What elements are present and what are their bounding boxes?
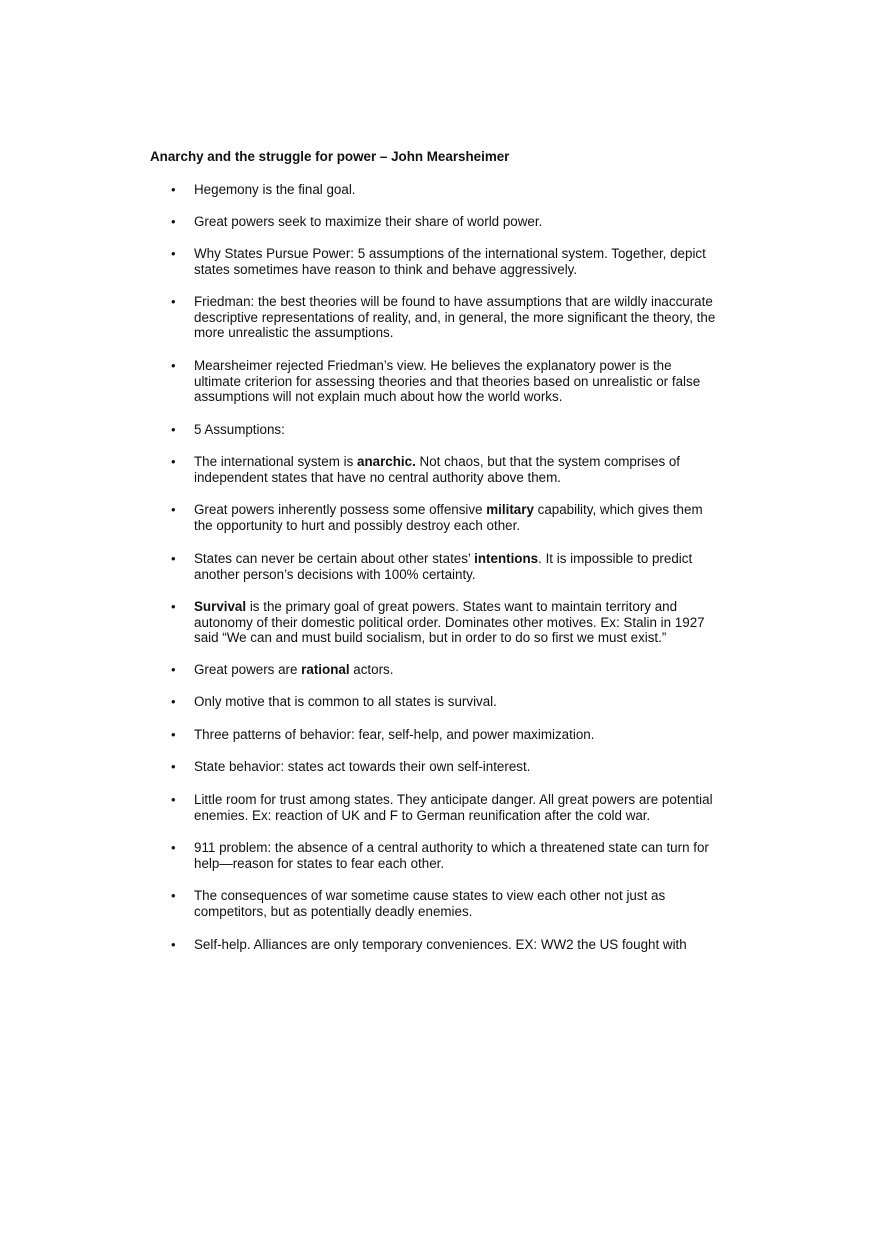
text-line	[194, 759, 739, 775]
text-segment: Not chaos, but that the system comprises of	[415, 454, 681, 469]
text-line	[194, 214, 739, 230]
text-line	[194, 808, 739, 824]
bullet-marker: •	[171, 694, 176, 709]
text-segment: States can never be certain about other states’	[194, 551, 475, 566]
text-segment: independent states that have no central authority above them.	[194, 469, 562, 485]
text-line	[194, 374, 739, 390]
text-line	[194, 325, 739, 341]
text-line	[194, 630, 739, 646]
bullet-marker: •	[171, 294, 176, 309]
text-segment: 5 Assumptions:	[194, 422, 285, 437]
text-segment: the opportunity to hurt and possibly destroy each other.	[194, 517, 521, 533]
bullet-text	[194, 502, 739, 533]
emphasis-text: rational	[301, 662, 350, 677]
bullet-text	[194, 454, 739, 485]
text-segment: competitors, but as potentially deadly enemies.	[194, 903, 473, 919]
text-line	[194, 246, 739, 262]
bullet-text	[194, 662, 739, 678]
bullet-text	[194, 759, 739, 775]
text-line	[194, 422, 739, 438]
bullet-marker: •	[171, 792, 176, 807]
text-segment: Great powers inherently possess some offensive	[194, 502, 487, 517]
bullet-text	[194, 422, 739, 438]
text-line	[194, 599, 739, 615]
bullet-marker: •	[171, 246, 176, 261]
emphasis-text: military	[486, 502, 534, 517]
bullet-text	[194, 551, 739, 582]
text-line	[194, 792, 739, 808]
bullet-text	[194, 937, 739, 953]
emphasis-text: Survival	[194, 599, 247, 614]
text-line	[194, 518, 739, 534]
text-line	[194, 294, 739, 310]
bullet-marker: •	[171, 454, 176, 469]
text-segment: 911 problem: the absence of a central authority to which a threatened state can turn for	[194, 840, 709, 855]
bullet-marker: •	[171, 551, 176, 566]
text-line	[194, 567, 739, 583]
bullet-marker: •	[171, 727, 176, 742]
text-line	[194, 840, 739, 856]
document-title: Anarchy and the struggle for power – John Mearsheimer	[150, 149, 510, 164]
text-line	[194, 615, 739, 631]
bullet-marker: •	[171, 502, 176, 517]
bullet-marker: •	[171, 358, 176, 373]
bullet-marker: •	[171, 840, 176, 855]
text-segment: another person’s decisions with 100% certainty.	[194, 566, 476, 582]
text-segment: is the primary goal of great powers. States want to maintain territory and	[246, 599, 678, 614]
text-segment: states sometimes have reason to think and behave aggressively.	[194, 261, 578, 277]
text-line	[194, 727, 739, 743]
text-line	[194, 551, 739, 567]
bullet-text	[194, 792, 739, 823]
bullet-text	[194, 214, 739, 230]
text-line	[194, 694, 739, 710]
text-segment: autonomy of their domestic political order. Dominates other motives. Ex: Stalin in 1927	[194, 614, 705, 630]
text-segment: capability, which gives them	[533, 502, 703, 517]
text-segment: actors.	[349, 662, 394, 677]
text-segment: enemies. Ex: reaction of UK and F to German reunification after the cold war.	[194, 807, 651, 823]
text-line	[194, 262, 739, 278]
text-line	[194, 454, 739, 470]
text-line	[194, 470, 739, 486]
text-segment: ultimate criterion for assessing theories and that theories based on unrealistic or false	[194, 373, 701, 389]
bullet-marker: •	[171, 214, 176, 229]
text-line	[194, 662, 739, 678]
text-segment: Why States Pursue Power: 5 assumptions of the international system. Together, depict	[194, 246, 706, 261]
text-line	[194, 182, 739, 198]
bullet-text	[194, 182, 739, 198]
bullet-marker: •	[171, 422, 176, 437]
text-line	[194, 937, 739, 953]
text-line	[194, 389, 739, 405]
bullet-marker: •	[171, 599, 176, 614]
text-line	[194, 310, 739, 326]
text-segment: The consequences of war sometime cause states to view each other not just as	[194, 888, 666, 903]
bullet-text	[194, 694, 739, 710]
text-line	[194, 502, 739, 518]
text-line	[194, 358, 739, 374]
bullet-marker: •	[171, 759, 176, 774]
text-segment: Great powers are	[194, 662, 302, 677]
text-segment: Mearsheimer rejected Friedman’s view. He believes the explanatory power is the	[194, 358, 672, 373]
text-segment: Hegemony is the final goal.	[194, 182, 356, 197]
bullet-text	[194, 888, 739, 919]
text-segment: Little room for trust among states. They anticipate danger. All great powers are potential	[194, 792, 713, 807]
text-line	[194, 856, 739, 872]
text-segment: assumptions will not explain much about how the world works.	[194, 389, 563, 405]
text-segment: Friedman: the best theories will be found to have assumptions that are wildly inaccurate	[194, 294, 713, 309]
text-segment: descriptive representations of reality, and, in general, the more significant the theory, the	[194, 309, 716, 325]
emphasis-text: intentions	[474, 551, 539, 566]
text-line	[194, 888, 739, 904]
text-segment: help—reason for states to fear each other.	[194, 855, 445, 871]
text-segment: . It is impossible to predict	[538, 551, 693, 566]
bullet-text	[194, 246, 739, 277]
text-segment: State behavior: states act towards their own self-interest.	[194, 759, 531, 774]
bullet-marker: •	[171, 662, 176, 677]
bullet-marker: •	[171, 937, 176, 952]
text-segment: more unrealistic the assumptions.	[194, 325, 394, 341]
text-line	[194, 904, 739, 920]
text-segment: Three patterns of behavior: fear, self-help, and power maximization.	[194, 727, 595, 742]
text-segment: Only motive that is common to all states is survival.	[194, 694, 497, 709]
bullet-text	[194, 727, 739, 743]
text-segment: Great powers seek to maximize their share of world power.	[194, 214, 543, 229]
emphasis-text: anarchic.	[357, 454, 416, 469]
text-segment: said “We can and must build socialism, but in order to do so first we must exist.”	[194, 630, 667, 646]
bullet-text	[194, 599, 739, 646]
bullet-marker: •	[171, 182, 176, 197]
text-segment: Self-help. Alliances are only temporary conveniences. EX: WW2 the US fought with	[194, 937, 687, 952]
bullet-text	[194, 840, 739, 871]
bullet-text	[194, 358, 739, 405]
text-segment: The international system is	[194, 454, 357, 469]
bullet-marker: •	[171, 888, 176, 903]
bullet-text	[194, 294, 739, 341]
